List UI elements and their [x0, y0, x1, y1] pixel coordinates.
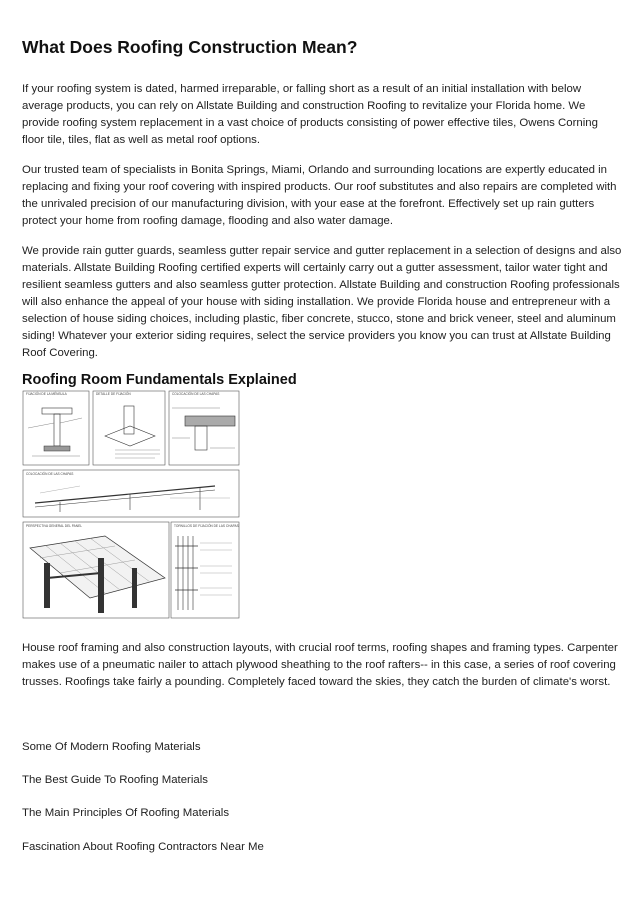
paragraph-2: Our trusted team of specialists in Bonita Springs, Miami, Orlando and surrounding locations are expertly educated in replacing and fixing your roof covering with inspired products. Our roof substitutes and also repairs are completed with the unrivaled precision of our manufacturing division, with your ease at the forefront. Effectively set up rain gutters protect your home from roofing damage, flooding and also water damage. [22, 164, 617, 227]
panel-general-perspective [23, 522, 169, 618]
panel-sheet-placement-top [169, 391, 239, 465]
panel5-label: PERSPECTIVA GENERAL DEL PANEL [26, 524, 82, 528]
related-link-4[interactable]: Fascination About Roofing Contractors Near Me [22, 841, 264, 853]
panel4-label: COLOCACIÓN DE LAS CHAPAS [26, 472, 74, 476]
article-title: What Does Roofing Construction Mean? [22, 37, 358, 57]
section-heading: Roofing Room Fundamentals Explained [22, 372, 297, 388]
related-link-1[interactable]: Some Of Modern Roofing Materials [22, 741, 201, 753]
panel-sheet-placement-side [23, 470, 239, 517]
panel-bracket-fixing [23, 391, 89, 465]
roof-construction-diagram [20, 378, 242, 620]
panel3-label: COLOCACIÓN DE LAS CHAPAS [172, 392, 220, 396]
paragraph-3: We provide rain gutter guards, seamless gutter repair service and gutter replacement in a selection of designs and also materials. Allstate Building Roofing certified experts will certainly carry out a gutter assessment, tailor water tight and resilient seamless gutters and also seamless gutter protection. Allstate Building and construction Roofing professionals will also enhance the appeal of your house with siding installation. We provide Florida house and entrepreneur with a selection of house siding choices, including plastic, fiber concrete, stucco, stone and brick veneer, steel and aluminum siding! Whatever your exterior siding requires, select the service providers you know you can trust at Allstate Building Roof Covering. [22, 245, 622, 359]
panel-fixing-screws [171, 522, 239, 618]
figure-caption: House roof framing and also construction layouts, with crucial roof terms, roofing shapes and framing types. Carpenter makes use of a pneumatic nailer to attach plywood sheathing to the roof rafters-- in this case, a series of roof covering trusses. Roofings take fairly a pounding. Completely faced toward the skies, they catch the burden of climate's worst. [22, 642, 618, 688]
panel1-label: FIJACIÓN DE LA MÉNSULA [26, 392, 67, 396]
paragraph-1: If your roofing system is dated, harmed irreparable, or falling short as a result of an initial installation with below average products, you can rely on Allstate Building and construction Roofing to revitalize your Florida home. We provide roofing system replacement in a vast choice of products consisting of power effective tiles, Owens Corning floor tile, tiles, flat as well as metal roof options. [22, 83, 598, 146]
panel-fixing-detail [93, 391, 165, 465]
roof-diagram-svg [20, 378, 242, 620]
panel2-label: DETALLE DE FIJACIÓN [96, 392, 131, 396]
panel6-label: TORNILLOS DE FIJACIÓN DE LAS CHAPAS [174, 524, 239, 528]
related-link-2[interactable]: The Best Guide To Roofing Materials [22, 774, 208, 786]
related-link-3[interactable]: The Main Principles Of Roofing Materials [22, 807, 230, 819]
